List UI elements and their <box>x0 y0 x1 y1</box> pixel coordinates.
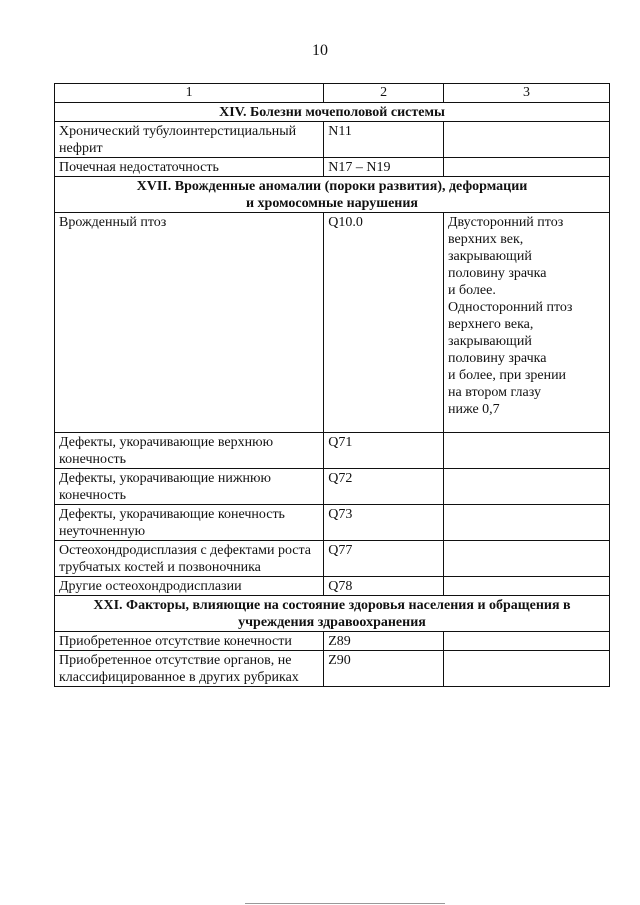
section-row <box>55 596 610 632</box>
page-number: 10 <box>312 42 328 59</box>
disease-note: Двусторонний птоз верхних век, закрывающий половину зрачка и более. Односторонний птоз верхнего века, закрывающий половину зрачка и более, при зрении на втором глазу ниже 0,7 <box>444 213 610 433</box>
disease-name: Приобретенное отсутствие органов, не классифицированное в других рубриках <box>55 651 324 687</box>
disease-note <box>444 632 610 651</box>
disease-name: Врожденный птоз <box>55 213 324 433</box>
disease-note <box>444 158 610 177</box>
table-row <box>55 577 610 596</box>
disease-note <box>444 651 610 687</box>
disease-name: Приобретенное отсутствие конечности <box>55 632 324 651</box>
disease-name: Дефекты, укорачивающие конечность неуточненную <box>55 505 324 541</box>
section-row <box>55 103 610 122</box>
disease-name: Дефекты, укорачивающие верхнюю конечность <box>55 433 324 469</box>
disease-note <box>444 577 610 596</box>
disease-code: Q73 <box>324 505 444 541</box>
table-row <box>55 541 610 577</box>
disease-code: Q10.0 <box>324 213 444 433</box>
section-row <box>55 177 610 213</box>
disease-note <box>444 433 610 469</box>
disease-code: Q71 <box>324 433 444 469</box>
section-title-xxi: XXI. Факторы, влияющие на состояние здоровья населения и обращения в учреждения здравоохранения <box>55 596 610 632</box>
disease-code: N11 <box>324 122 444 158</box>
disease-note <box>444 541 610 577</box>
table-header-row <box>55 84 610 103</box>
section-title-xvii: XVII. Врожденные аномалии (пороки развития), деформации и хромосомные нарушения <box>55 177 610 213</box>
disease-code: Z90 <box>324 651 444 687</box>
disease-name: Хронический тубулоинтерстициальный нефрит <box>55 122 324 158</box>
table-row <box>55 213 610 433</box>
disease-note <box>444 122 610 158</box>
table-row <box>55 469 610 505</box>
section-title-xiv: XIV. Болезни мочеполовой системы <box>55 103 610 122</box>
disease-name: Дефекты, укорачивающие нижнюю конечность <box>55 469 324 505</box>
disease-name: Почечная недостаточность <box>55 158 324 177</box>
disease-code: Q72 <box>324 469 444 505</box>
column-header-3: 3 <box>444 84 610 103</box>
disease-code: N17 – N19 <box>324 158 444 177</box>
table-row <box>55 122 610 158</box>
diseases-table <box>54 83 610 687</box>
column-header-2: 2 <box>324 84 444 103</box>
disease-code: Z89 <box>324 632 444 651</box>
table-row <box>55 651 610 687</box>
table-row <box>55 505 610 541</box>
disease-note <box>444 469 610 505</box>
disease-note <box>444 505 610 541</box>
table-row <box>55 158 610 177</box>
disease-code: Q78 <box>324 577 444 596</box>
table-row <box>55 632 610 651</box>
disease-name: Другие остеохондродисплазии <box>55 577 324 596</box>
disease-name: Остеохондродисплазия с дефектами роста трубчатых костей и позвоночника <box>55 541 324 577</box>
disease-code: Q77 <box>324 541 444 577</box>
column-header-1: 1 <box>55 84 324 103</box>
table-row <box>55 433 610 469</box>
page-bottom-divider <box>245 903 445 904</box>
